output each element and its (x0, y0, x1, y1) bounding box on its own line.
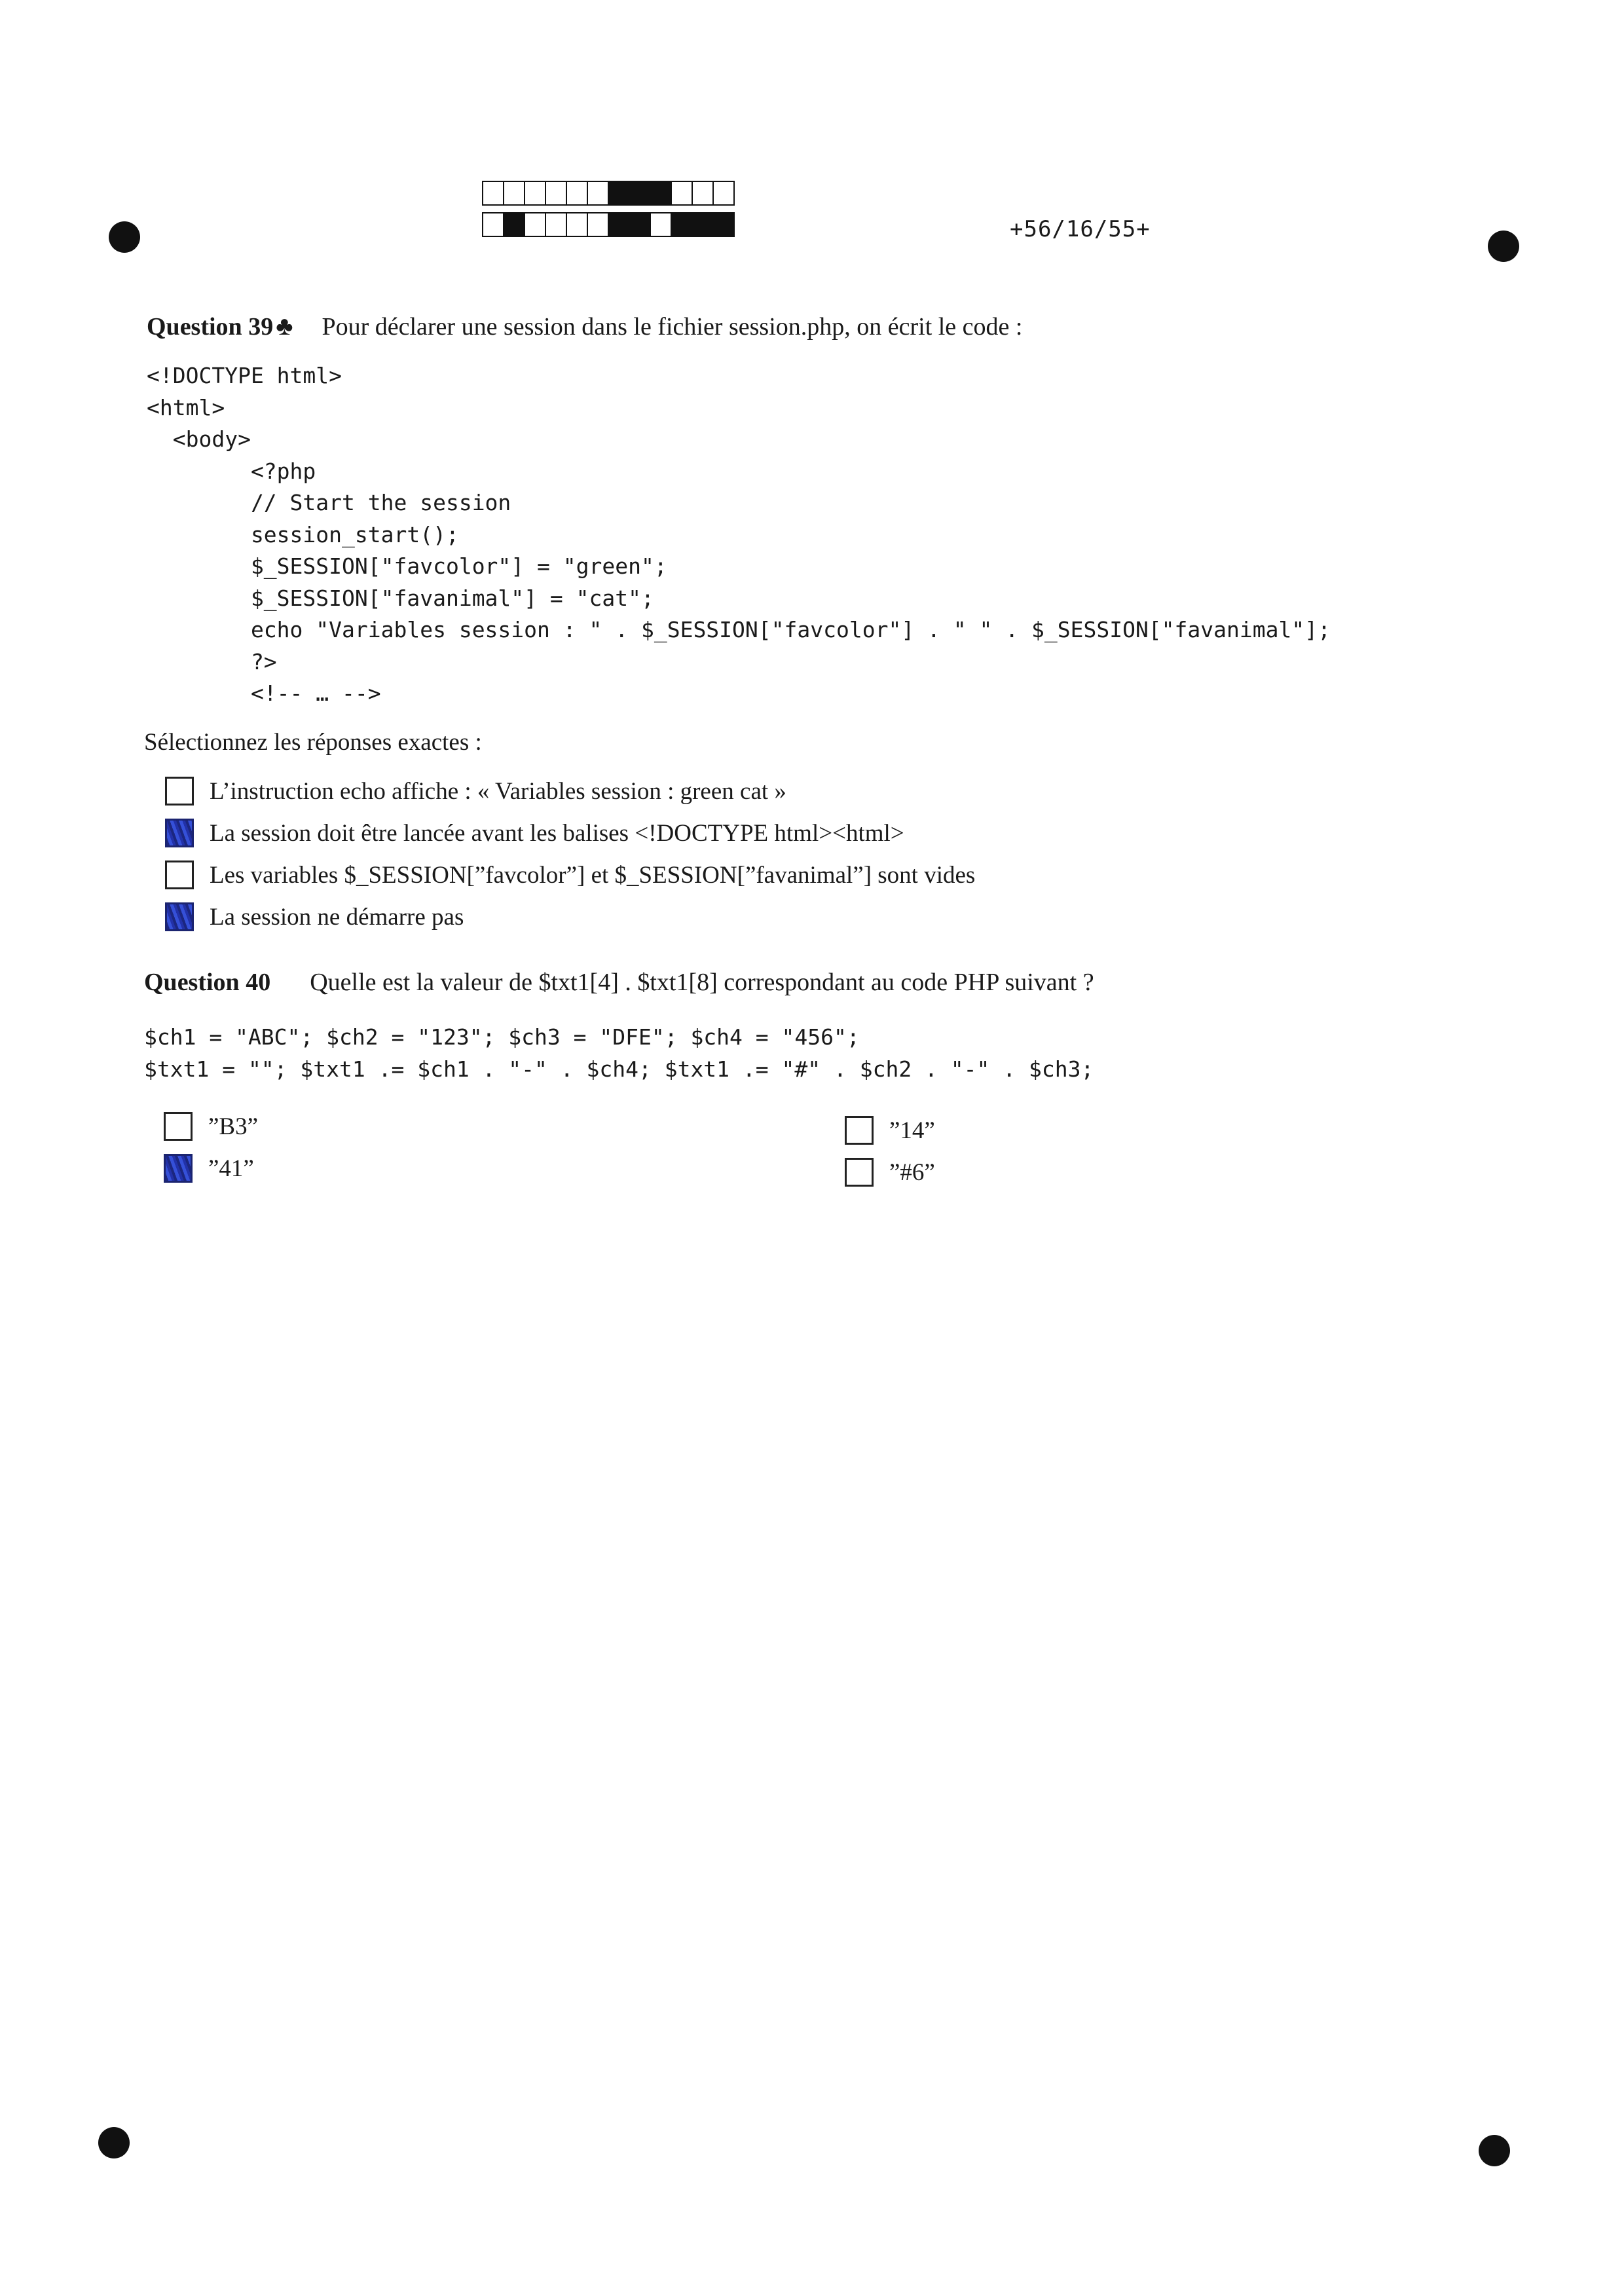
barcode-row-2-cell (503, 212, 525, 237)
barcode-row-1-cell (482, 181, 504, 206)
barcode-row-1-cell (692, 181, 714, 206)
question-40-label: Question 40 (144, 969, 271, 996)
barcode-row-1-cell (629, 181, 651, 206)
q39-answer-4-label: La session ne démarre pas (210, 903, 464, 931)
barcode-row-2-cell (587, 212, 609, 237)
q39-answer-3-checkbox[interactable] (165, 861, 194, 889)
q39-answer-2[interactable] (165, 819, 904, 847)
q39-answer-3-label: Les variables $_SESSION[”favcolor”] et $_SESSION[”favanimal”] sont vides (210, 861, 976, 889)
barcode-row-1-cell (545, 181, 567, 206)
question-40-code: $ch1 = "ABC"; $ch2 = "123"; $ch3 = "DFE"; $ch4 = "456"; $txt1 = ""; $txt1 .= $ch1 . "-" . $ch4; $txt1 .= "#" . $ch2 . "-" . $ch3; (144, 1024, 1094, 1082)
barcode-row-1-cell (712, 181, 735, 206)
barcode-row-2 (482, 212, 733, 238)
barcode-row-1-cell (566, 181, 588, 206)
question-39-header (147, 310, 1022, 341)
barcode-row-2-cell (650, 212, 672, 237)
q39-answer-4[interactable] (165, 902, 464, 931)
q40-answer-1[interactable] (164, 1112, 258, 1141)
q40-answer-1-label: ”B3” (208, 1113, 259, 1140)
barcode-row-2-cell (608, 212, 630, 237)
question-39-code: <!DOCTYPE html> <html> <body> <?php // Start the session session_start(); $_SESSION["favcolor"] = "green"; $_SESSION["favanimal"] = "cat"; echo "Variables session : " . $_SESSION["favcolor"] . " " . $_SESSION["favanimal"]; ?> <!-- … --> (147, 363, 1331, 706)
barcode-row-1 (482, 181, 733, 207)
registration-mark-bottom-right (1479, 2135, 1510, 2166)
q40-answer-1-checkbox[interactable] (164, 1112, 193, 1141)
barcode-row-2-cell (671, 212, 693, 237)
barcode-row-2-cell (692, 212, 714, 237)
barcode-row-2-cell (712, 212, 735, 237)
club-icon: ♣ (276, 311, 293, 341)
barcode-row-2-cell (482, 212, 504, 237)
q39-answer-1-checkbox[interactable] (165, 777, 194, 805)
q39-answer-1[interactable] (165, 777, 786, 805)
question-40-header (144, 968, 1094, 997)
q40-answer-4[interactable] (845, 1158, 935, 1187)
q40-answer-2-label: ”41” (208, 1155, 254, 1182)
question-39-prompt: Sélectionnez les réponses exactes : (144, 729, 482, 756)
q40-answer-3-checkbox[interactable] (845, 1116, 874, 1145)
barcode-row-1-cell (587, 181, 609, 206)
q39-answer-4-checkbox[interactable] (165, 902, 194, 931)
q39-answer-2-label: La session doit être lancée avant les balises <!DOCTYPE html><html> (210, 819, 904, 847)
q40-answer-3[interactable] (845, 1116, 935, 1145)
barcode-row-2-cell (524, 212, 546, 237)
registration-mark-top-right (1488, 231, 1519, 262)
question-40-text: Quelle est la valeur de $txt1[4] . $txt1[8] correspondant au code PHP suivant ? (310, 969, 1094, 996)
barcode-row-1-cell (503, 181, 525, 206)
q39-answer-2-checkbox[interactable] (165, 819, 194, 847)
q40-answer-2[interactable] (164, 1154, 254, 1183)
page-id: +56/16/55+ (1010, 216, 1151, 242)
question-39-text: Pour déclarer une session dans le fichier session.php, on écrit le code : (322, 313, 1023, 341)
question-39-label: Question 39 (147, 313, 274, 341)
barcode-row-1-cell (671, 181, 693, 206)
q39-answer-3[interactable] (165, 861, 975, 889)
q40-answer-4-checkbox[interactable] (845, 1158, 874, 1187)
q40-answer-2-checkbox[interactable] (164, 1154, 193, 1183)
barcode-row-2-cell (545, 212, 567, 237)
registration-mark-top-left (109, 221, 140, 253)
barcode-row-1-cell (650, 181, 672, 206)
barcode-row-2-cell (566, 212, 588, 237)
barcode-row-2-cell (629, 212, 651, 237)
q39-answer-1-label: L’instruction echo affiche : « Variables session : green cat » (210, 777, 786, 805)
q40-answer-4-label: ”#6” (889, 1158, 935, 1186)
barcode-row-1-cell (608, 181, 630, 206)
registration-mark-bottom-left (98, 2127, 130, 2158)
q40-answer-3-label: ”14” (889, 1117, 935, 1144)
barcode-row-1-cell (524, 181, 546, 206)
